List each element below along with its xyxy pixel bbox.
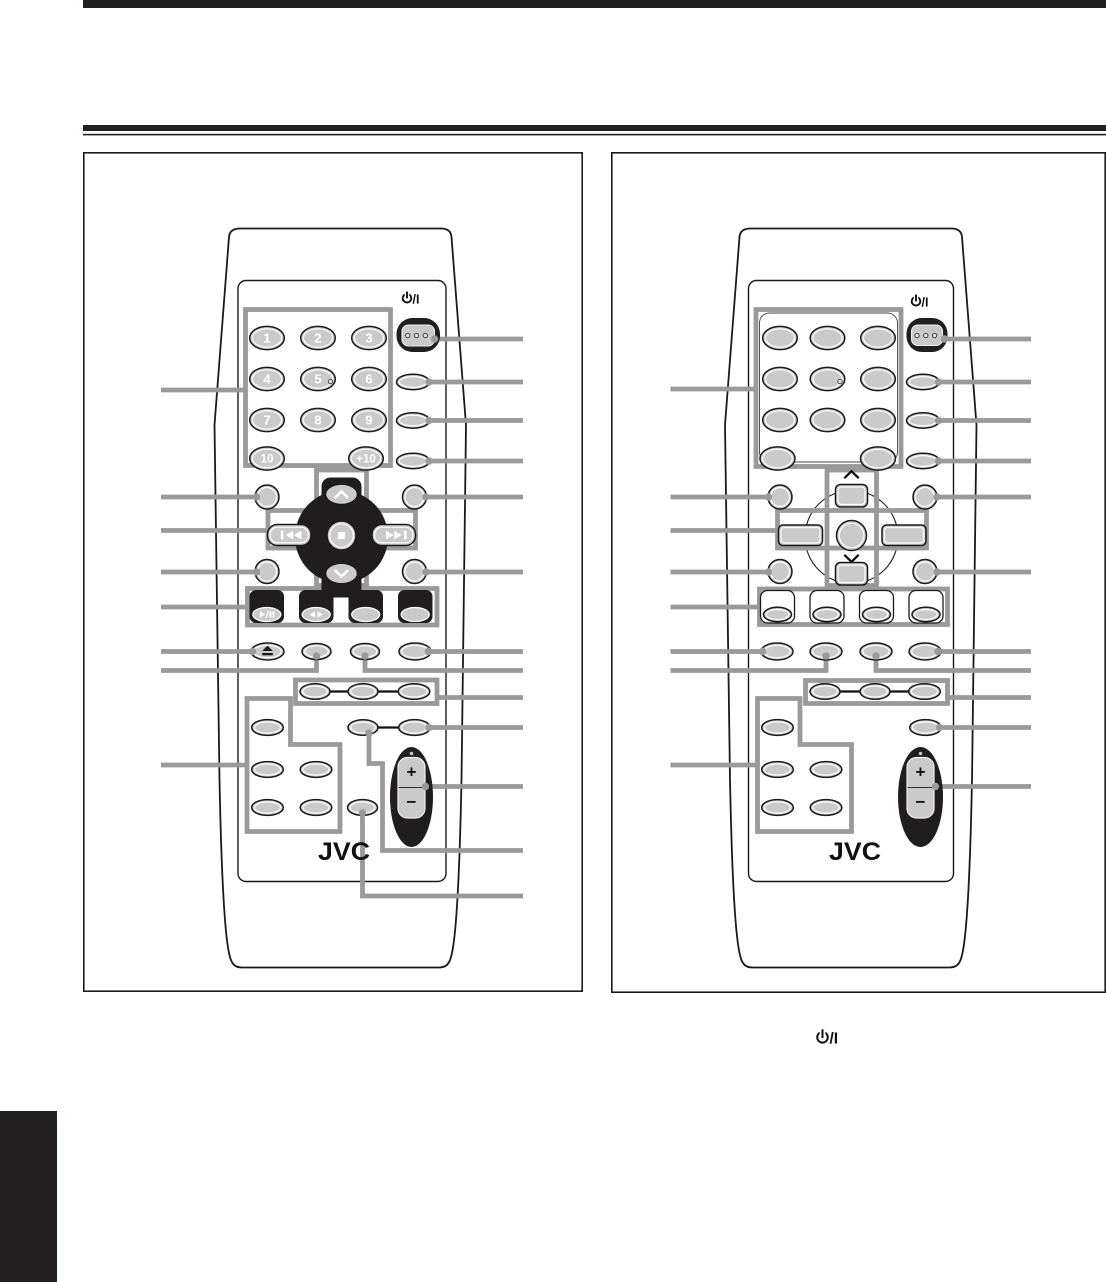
down-button	[836, 563, 868, 586]
key-button	[763, 367, 798, 390]
callout-dot	[935, 417, 942, 424]
volume-down-label: −	[915, 792, 926, 812]
callout-dot	[425, 417, 432, 424]
stop-icon	[338, 532, 345, 539]
key-button	[760, 447, 795, 470]
power-dot-icon	[414, 333, 418, 337]
power-dot-icon	[932, 333, 936, 337]
callout-dot	[431, 335, 438, 342]
callout-dot	[422, 568, 429, 575]
callout-dot	[935, 457, 942, 464]
footnote-power-label: /I	[829, 1030, 839, 1048]
key-6-label: 6	[365, 371, 373, 387]
callout-dot	[936, 724, 943, 731]
key-8-label: 8	[314, 412, 322, 428]
callout-dot	[765, 493, 772, 500]
brand-logo: JVC	[829, 838, 881, 866]
key-4-label: 4	[263, 371, 271, 387]
key-button	[861, 326, 896, 349]
key-2-label: 2	[314, 330, 322, 346]
power-dot-icon	[915, 333, 919, 337]
brand-logo: JVC	[318, 838, 370, 866]
callout-dot	[361, 652, 368, 659]
center-button	[837, 521, 867, 551]
callout-dot	[425, 724, 432, 731]
callout-dot	[765, 568, 772, 575]
tuning-button	[302, 608, 330, 622]
callout-dot	[359, 809, 366, 816]
key-button	[861, 367, 896, 390]
callout-dot	[313, 652, 320, 659]
callout-dot	[822, 652, 829, 659]
key-1-label: 1	[263, 330, 271, 346]
remote-diagram-left	[84, 153, 582, 991]
callout-dot	[932, 783, 939, 790]
tactile-dot	[918, 751, 922, 755]
key-button	[810, 408, 845, 431]
callout-dot	[365, 729, 372, 736]
callout-dot	[425, 378, 432, 385]
power-dot-icon	[924, 333, 928, 337]
header-rule-thick	[83, 125, 1106, 131]
callout-dot	[253, 493, 260, 500]
tactile-dot	[409, 751, 413, 755]
callout-dot	[934, 648, 941, 655]
callout-dot	[941, 335, 948, 342]
callout-dot	[422, 783, 429, 790]
callout-dot	[249, 648, 256, 655]
volume-up-label: +	[406, 762, 417, 782]
up-button	[836, 485, 868, 508]
tactile-dot	[838, 379, 842, 383]
page-edge-tab	[0, 1111, 57, 1282]
key-7-label: 7	[263, 412, 271, 428]
key-plus10-label: +10	[356, 453, 376, 466]
footnote-power-reference	[817, 1029, 838, 1047]
power-label: /I	[412, 292, 420, 307]
source-button-3	[352, 608, 380, 622]
key-button	[861, 408, 896, 431]
remote-diagram-right	[612, 153, 1105, 992]
callout-dot	[759, 648, 766, 655]
volume-up-label: +	[915, 762, 926, 782]
callout-dot	[425, 457, 432, 464]
power-label: /I	[921, 295, 929, 310]
power-dot-icon	[423, 333, 427, 337]
key-10-label: 10	[260, 453, 274, 466]
key-button	[763, 326, 798, 349]
callout-dot	[253, 568, 260, 575]
key-5-label: 5	[314, 371, 322, 387]
top-black-bar	[83, 0, 1106, 8]
key-3-label: 3	[365, 330, 373, 346]
callout-dot	[872, 652, 879, 659]
volume-down-label: −	[406, 792, 417, 812]
key-9-label: 9	[365, 412, 373, 428]
callout-dot	[933, 568, 940, 575]
down-button	[326, 563, 358, 583]
source-button-4	[401, 608, 429, 622]
callout-dot	[422, 493, 429, 500]
key-button	[810, 326, 845, 349]
tactile-dot	[328, 379, 332, 383]
power-dot-icon	[406, 333, 410, 337]
callout-dot	[933, 493, 940, 500]
power-icon	[817, 1029, 828, 1042]
key-button	[861, 447, 896, 470]
up-button	[326, 484, 358, 504]
key-button	[763, 408, 798, 431]
callout-dot	[425, 648, 432, 655]
callout-dot	[935, 378, 942, 385]
header-rule-thin	[83, 134, 1106, 136]
